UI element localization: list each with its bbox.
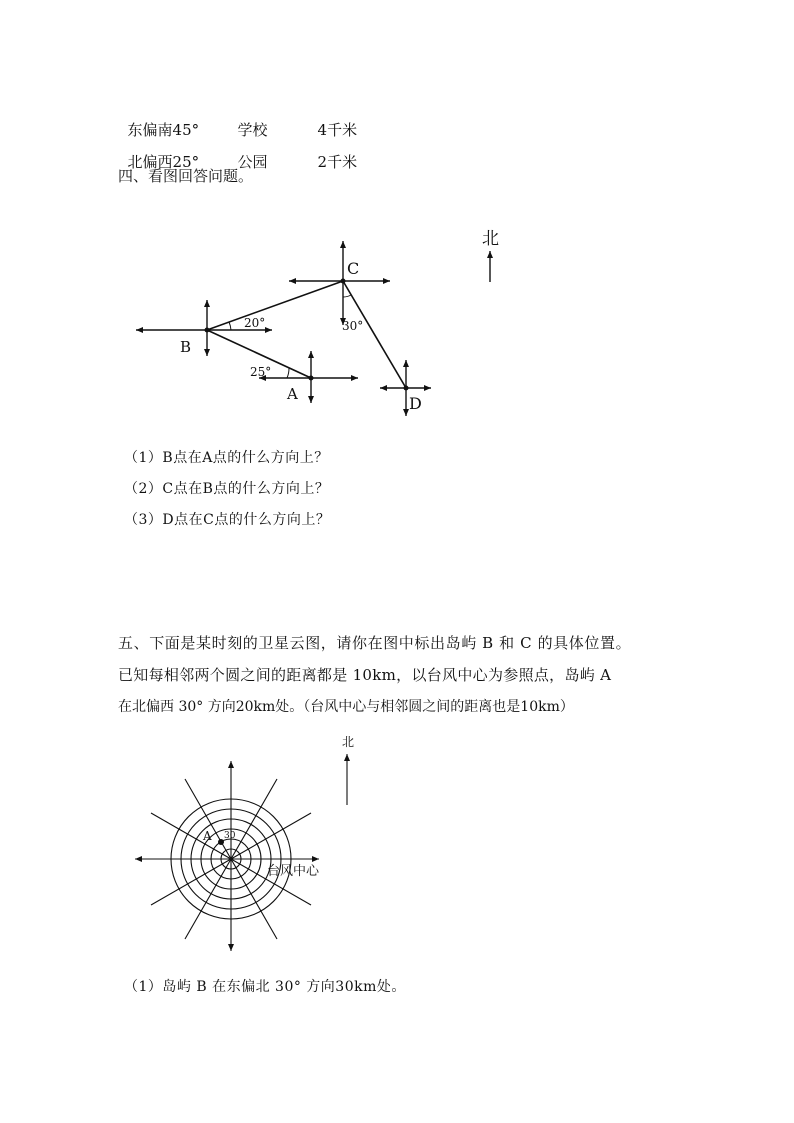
north-label: 北 <box>482 229 499 249</box>
island-a-label: A <box>203 829 212 843</box>
angle-25-label: 25° <box>250 365 272 379</box>
point-c-label: C <box>347 259 360 278</box>
point-a-label: A <box>287 385 298 403</box>
question-2: （2）C点在B点的什么方向上？ <box>124 481 330 497</box>
angle-30-label: 30° <box>342 319 364 333</box>
question-1: （1）B点在A点的什么方向上？ <box>124 450 329 466</box>
question-3: （3）D点在C点的什么方向上？ <box>124 512 331 528</box>
typhoon-center-label: 台风中心 <box>267 864 320 879</box>
row-place: 学校 <box>237 121 268 139</box>
section-5-line-2: 已知每相邻两个圆之间的距离都是 10km，以台风中心为参照点，岛屿 A <box>118 666 612 684</box>
angle-30-label-2: 30 <box>224 831 236 841</box>
point-b-label: B <box>180 338 192 356</box>
row-direction: 东偏南45° <box>127 121 200 139</box>
section-5-question-1: （1）岛屿 B 在东偏北 30° 方向30km处。 <box>124 979 406 995</box>
section-5-line-3: 在北偏西 30° 方向20km处。（台风中心与相邻圆之间的距离也是10km） <box>118 699 574 715</box>
row-place: 公园 <box>237 153 268 171</box>
row-distance: 4千米 <box>317 121 358 139</box>
section-4-heading: 四、看图回答问题。 <box>118 167 254 185</box>
row-distance: 2千米 <box>317 153 358 171</box>
angle-20-label: 20° <box>244 316 266 330</box>
row-direction: 北偏西25° <box>127 153 200 171</box>
point-d-label: D <box>409 394 422 413</box>
section-5-line-1: 五、下面是某时刻的卫星云图，请你在图中标出岛屿 B 和 C 的具体位置。 <box>118 634 632 652</box>
north-label-2: 北 <box>342 735 355 749</box>
